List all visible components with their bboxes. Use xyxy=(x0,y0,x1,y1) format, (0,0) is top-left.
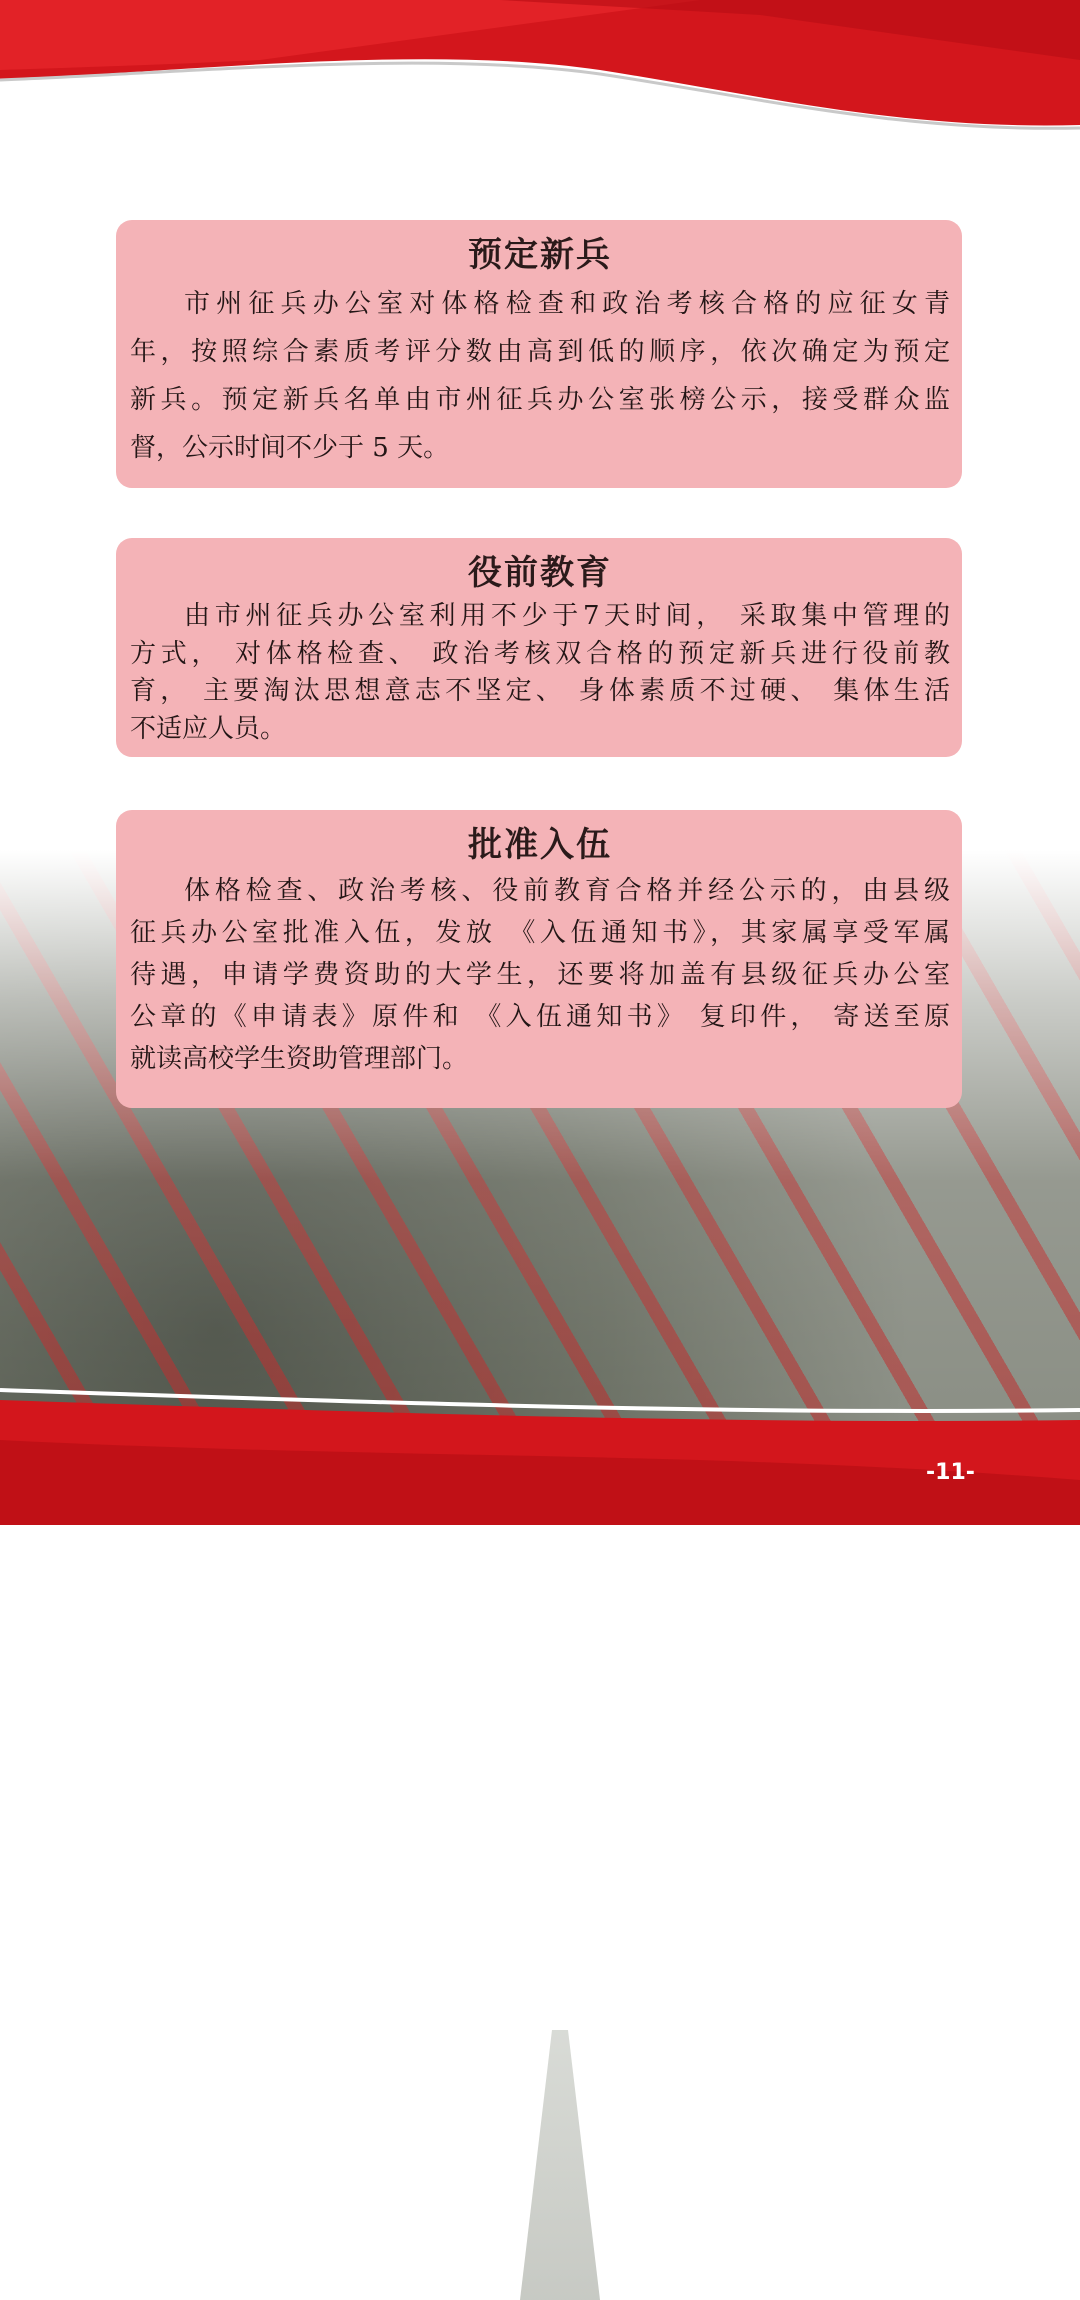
text-line: 待遇，申请学费资助的大学生，还要将加盖有县级征兵办公室 xyxy=(130,960,950,990)
bottom-red-wave-banner xyxy=(0,1380,1080,1525)
text-line: 新兵。预定新兵名单由市州征兵办公室张榜公示，接受群众监 xyxy=(130,385,950,415)
text-line: 体格检查、政治考核、役前教育合格并经公示的，由县级 xyxy=(184,876,950,906)
text-line: 征兵办公室批准入伍，发放 《入伍通知书》，其家属享受军属 xyxy=(130,918,950,948)
text-line: 年，按照综合素质考评分数由高到低的顺序，依次确定为预定 xyxy=(130,337,950,367)
section-pre-service-education xyxy=(116,538,962,757)
text-line: 育， 主要淘汰思想意志不坚定、 身体素质不过硬、 集体生活 xyxy=(130,676,950,706)
text-line: 就读高校学生资助管理部门。 xyxy=(130,1044,469,1074)
text-line: 方式， 对体格检查、 政治考核双合格的预定新兵进行役前教 xyxy=(130,638,950,669)
text-line: 不适应人员。 xyxy=(130,713,287,744)
text-line: 市州征兵办公室对体格检查和政治考核合格的应征女青 xyxy=(184,289,950,319)
top-red-wave-banner xyxy=(0,0,1080,140)
page-number: -11- xyxy=(926,1460,975,1485)
photo-aisle xyxy=(520,2030,600,2300)
text-line: 督，公示时间不少于 5 天。 xyxy=(130,433,450,463)
text-line: 公章的《申请表》原件和 《入伍通知书》 复印件， 寄送至原 xyxy=(130,1002,950,1032)
section-title: 役前教育 xyxy=(468,553,612,593)
section-approval-enlistment xyxy=(116,810,962,1108)
text-line: 由市州征兵办公室利用不少于7天时间， 采取集中管理的 xyxy=(184,601,950,631)
section-title: 批准入伍 xyxy=(468,825,612,865)
section-preset-recruits xyxy=(116,220,962,488)
section-title: 预定新兵 xyxy=(468,235,612,275)
